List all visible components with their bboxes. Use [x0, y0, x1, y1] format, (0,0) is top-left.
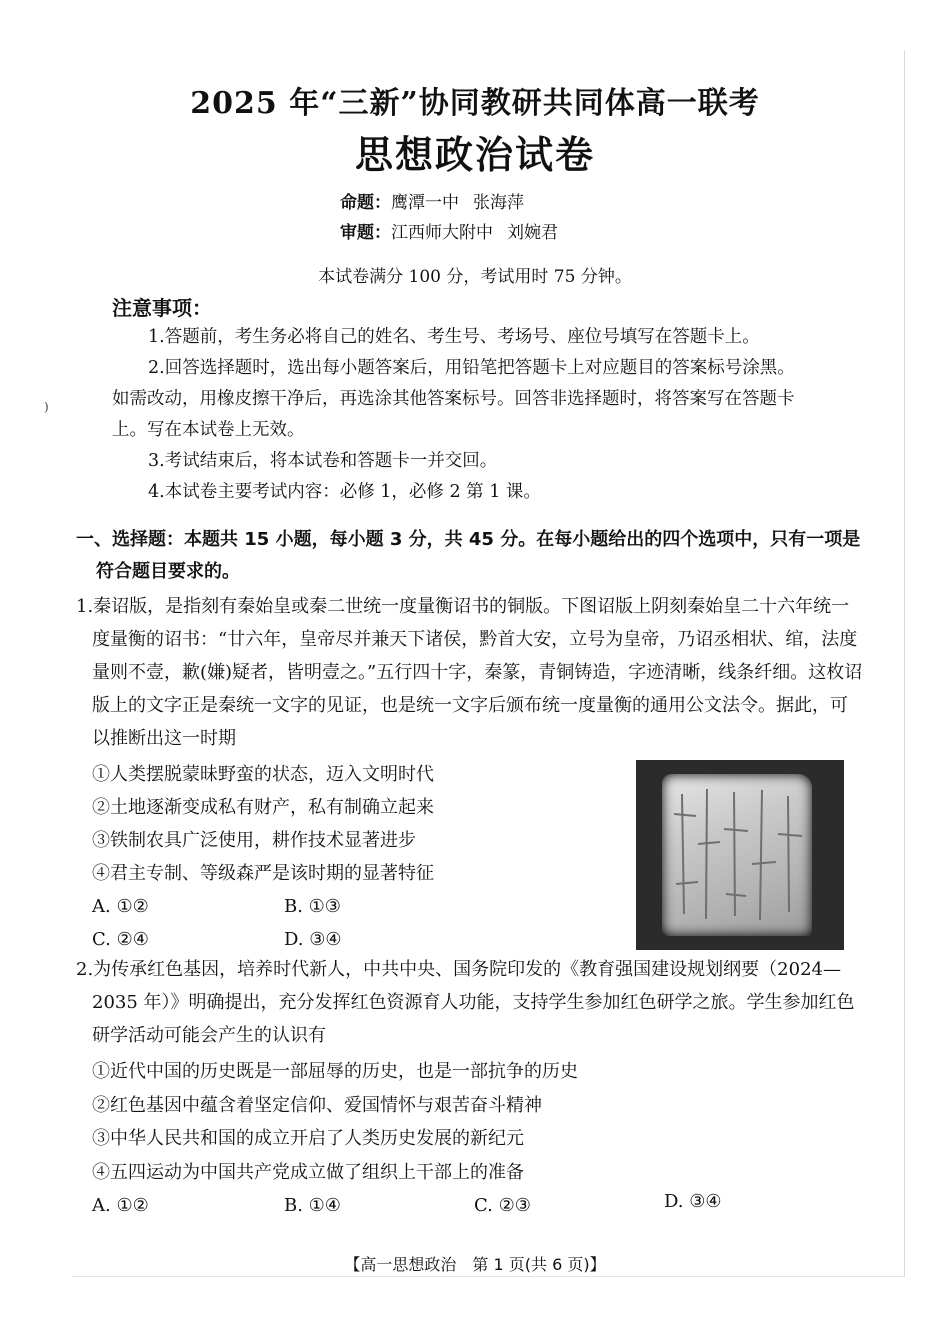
question-1-stem: 1.秦诏版，是指刻有秦始皇或秦二世统一度量衡诏书的铜版。下图诏版上阴刻秦始皇二十六年统一度量衡的诏书：“廿六年，皇帝尽并兼天下诸侯，黔首大安，立号为皇帝，乃诏丞相状、绾，法度量则不壹，歉(嫌)疑者，皆明壹之。”五行四十字，秦篆，青铜铸造，字迹清晰，线条纤细。这枚诏版上的文字正是秦统一文字的见证，也是统一文字后颁布统一度量衡的通用公文法令。据此，可以推断出这一时期 — [76, 596, 863, 749]
choice-a: A. ①② — [92, 896, 149, 917]
choice-c: C. ②③ — [474, 1195, 531, 1216]
author-name: 张海萍 — [473, 193, 524, 213]
reviewer-label: 审题： — [340, 223, 391, 243]
question-2-options — [92, 1055, 832, 1222]
choice-c: C. ②④ — [92, 929, 149, 950]
reviewer-line — [340, 218, 558, 243]
choice-row — [92, 923, 612, 956]
choice-row — [92, 890, 612, 923]
reviewer-school: 江西师大附中 — [391, 223, 493, 243]
note-item: 1.答题前，考生务必将自己的姓名、考生号、考场号、座位号填写在答题卡上。 — [148, 327, 760, 347]
choice-d: D. ③④ — [664, 1191, 722, 1212]
engraved-characters-icon — [662, 774, 812, 936]
statement-item: ③铁制农具广泛使用，耕作技术显著进步 — [92, 830, 416, 851]
statement-item: ②红色基因中蕴含着坚定信仰、爱国情怀与艰苦奋斗精神 — [92, 1094, 542, 1116]
page-footer: 【高一思想政治 第 1 页(共 6 页)】 — [344, 1255, 606, 1274]
statement-item: ①人类摆脱蒙昧野蛮的状态，迈入文明时代 — [92, 764, 434, 785]
question-2-stem: 2.为传承红色基因，培养时代新人，中共中央、国务院印发的《教育强国建设规划纲要（2024—2035 年）》明确提出，充分发挥红色资源育人功能，支持学生参加红色研学之旅。学生参加红色研学活动可能会产生的认识有 — [76, 959, 855, 1046]
statement-item: ④君主专制、等级森严是该时期的显著特征 — [92, 863, 434, 884]
statement-item: ②土地逐渐变成私有财产，私有制确立起来 — [92, 797, 434, 818]
statement-item: ①近代中国的历史既是一部屈辱的历史，也是一部抗争的历史 — [92, 1061, 578, 1082]
section-heading: 一、选择题：本题共 15 小题，每小题 3 分，共 45 分。在每小题给出的四个选项中，只有一项是符合题目要求的。 — [76, 529, 861, 582]
author-school: 鹰潭一中 — [391, 193, 459, 213]
exam-meta: 本试卷满分 100 分，考试用时 75 分钟。 — [318, 267, 632, 287]
author-line — [340, 188, 524, 213]
subject-title: 思想政治试卷 — [354, 133, 595, 177]
choice-a: A. ①② — [92, 1195, 149, 1216]
question-1-options — [92, 758, 612, 956]
margin-mark: ) — [44, 400, 49, 414]
note-item: 3.考试结束后，将本试卷和答题卡一并交回。 — [148, 451, 498, 471]
notes-title: 注意事项： — [112, 296, 212, 320]
reviewer-name: 刘婉君 — [507, 223, 558, 243]
statement-item: ④五四运动为中国共产党成立做了组织上干部上的准备 — [92, 1161, 524, 1183]
note-item: 2.回答选择题时，选出每小题答案后，用铅笔把答题卡上对应题目的答案标号涂黑。如需改动，用橡皮擦干净后，再选涂其他答案标号。回答非选择题时，将答案写在答题卡上。写在本试卷上无效。 — [112, 358, 795, 440]
exam-title: 2025 年“三新”协同教研共同体高一联考 — [190, 86, 760, 121]
bronze-plate-image — [662, 774, 812, 936]
choice-b: B. ①④ — [284, 1195, 341, 1216]
note-item: 4.本试卷主要考试内容：必修 1，必修 2 第 1 课。 — [148, 482, 541, 502]
qin-edict-plate-photo — [636, 760, 844, 950]
choice-row — [92, 1189, 832, 1222]
statement-item: ③中华人民共和国的成立开启了人类历史发展的新纪元 — [92, 1128, 524, 1149]
choice-b: B. ①③ — [284, 896, 341, 917]
choice-d: D. ③④ — [284, 929, 342, 950]
author-label: 命题： — [340, 193, 391, 213]
